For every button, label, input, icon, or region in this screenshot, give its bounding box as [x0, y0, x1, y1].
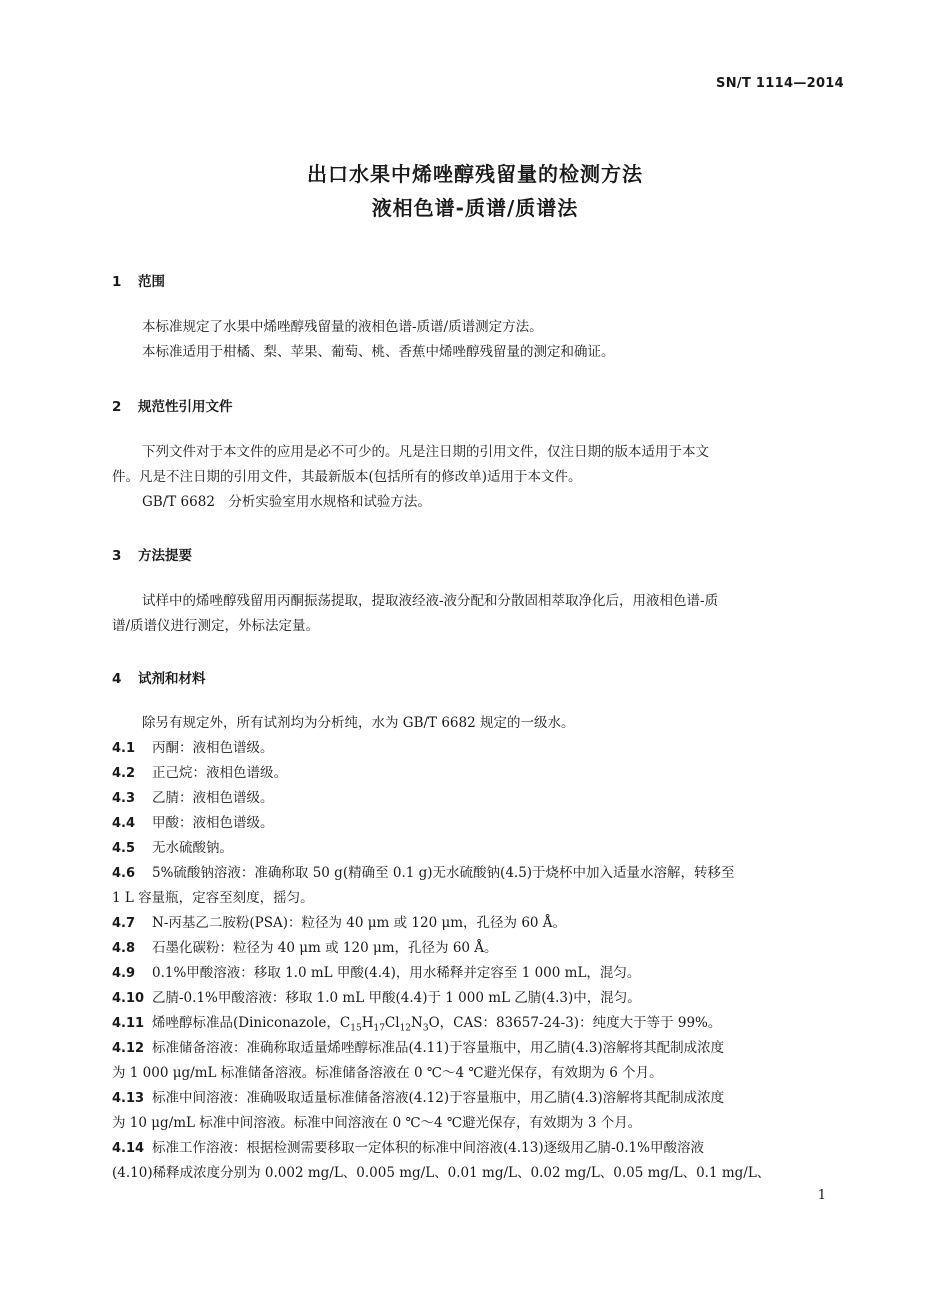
item-text: 正己烷：液相色谱级。 [152, 765, 287, 781]
section-title: 试剂和材料 [138, 671, 206, 687]
item-4-9 [112, 961, 844, 986]
item-number: 4.11 [112, 1016, 145, 1031]
reagents-intro: 除另有规定外，所有试剂均为分析纯，水为 GB/T 6682 规定的一级水。 [142, 715, 575, 731]
section-title: 方法提要 [138, 548, 192, 564]
page-number: 1 [817, 1188, 826, 1203]
subscript: 17 [373, 1023, 385, 1034]
subscript: 15 [350, 1023, 362, 1034]
item-text: 乙腈：液相色谱级。 [152, 790, 274, 806]
item-4-3 [112, 786, 844, 811]
item-4-14 [112, 1136, 844, 1161]
item-number: 4.3 [112, 791, 136, 806]
item-4-8 [112, 936, 844, 961]
item-text: 无水硫酸钠。 [152, 840, 233, 856]
item-4-5 [112, 836, 844, 861]
section-number: 4 [112, 671, 122, 687]
item-number: 4.4 [112, 816, 136, 831]
item-number: 4.8 [112, 941, 136, 956]
item-text: 丙酮：液相色谱级。 [152, 740, 274, 756]
item-4-13 [112, 1086, 844, 1111]
item-4-14-continuation: (4.10)稀释成浓度分别为 0.002 mg/L、0.005 mg/L、0.01 mg/L、0.02 mg/L、0.05 mg/L、0.1 mg/L、 [112, 1165, 771, 1181]
section-3-heading [112, 544, 192, 564]
item-text-pre: 烯唑醇标准品(Diniconazole，C [152, 1015, 351, 1031]
item-4-7 [112, 911, 844, 936]
item-number: 4.1 [112, 741, 136, 756]
item-number: 4.5 [112, 841, 136, 856]
title-line-1: 出口水果中烯唑醇残留量的检测方法 [307, 162, 643, 186]
item-text: N-丙基乙二胺粉(PSA)：粒径为 40 μm 或 120 μm，孔径为 60 Å。 [152, 915, 567, 931]
item-text: 标准中间溶液：准确吸取适量标准储备溶液(4.12)于容量瓶中，用乙腈(4.3)溶解将其配制成浓度 [152, 1090, 725, 1106]
item-4-6-continuation: 1 L 容量瓶，定容至刻度，摇匀。 [112, 890, 314, 906]
item-4-12 [112, 1036, 844, 1061]
item-text: 甲酸：液相色谱级。 [152, 815, 274, 831]
item-number: 4.14 [112, 1141, 145, 1156]
item-text-post: O，CAS：83657-24-3)：纯度大于等于 99%。 [428, 1015, 722, 1031]
subscript: 3 [422, 1023, 429, 1034]
item-4-4 [112, 811, 844, 836]
item-number: 4.2 [112, 766, 136, 781]
item-4-6 [112, 861, 844, 886]
reference-gbt6682: GB/T 6682 分析实验室用水规格和试验方法。 [142, 494, 431, 510]
item-4-10 [112, 986, 844, 1011]
standard-code: SN/T 1114—2014 [716, 76, 844, 91]
references-paragraph-line-1: 下列文件对于本文件的应用是必不可少的。凡是注日期的引用文件，仅注日期的版本适用于本文 [142, 444, 709, 460]
formula-element: Cl [384, 1015, 400, 1031]
item-4-1 [112, 736, 844, 761]
item-number: 4.9 [112, 966, 136, 981]
section-number: 3 [112, 548, 122, 564]
item-number: 4.10 [112, 991, 145, 1006]
item-4-13-continuation: 为 10 μg/mL 标准中间溶液。标准中间溶液在 0 ℃～4 ℃避光保存，有效期为 3 个月。 [112, 1115, 642, 1131]
item-text: 乙腈-0.1%甲酸溶液：移取 1.0 mL 甲酸(4.4)于 1 000 mL 乙腈(4.3)中，混匀。 [152, 990, 641, 1006]
item-number: 4.6 [112, 866, 136, 881]
item-4-12-continuation: 为 1 000 μg/mL 标准储备溶液。标准储备溶液在 0 ℃～4 ℃避光保存，有效期为 6 个月。 [112, 1065, 663, 1081]
section-title: 规范性引用文件 [138, 399, 233, 415]
references-paragraph-line-2: 件。凡是不注日期的引用文件，其最新版本(包括所有的修改单)适用于本文件。 [112, 469, 582, 485]
method-summary-line-1: 试样中的烯唑醇残留用丙酮振荡提取，提取液经液-液分配和分散固相萃取净化后，用液相色谱-质 [142, 593, 719, 609]
item-text: 石墨化碳粉：粒径为 40 μm 或 120 μm，孔径为 60 Å。 [152, 940, 498, 956]
title-line-2: 液相色谱-质谱/质谱法 [371, 196, 579, 220]
section-number: 1 [112, 274, 122, 290]
scope-paragraph-1: 本标准规定了水果中烯唑醇残留量的液相色谱-质谱/质谱测定方法。 [142, 319, 543, 335]
subscript: 12 [399, 1023, 412, 1034]
item-number: 4.12 [112, 1041, 145, 1056]
section-number: 2 [112, 399, 122, 415]
section-1-heading [112, 270, 165, 290]
section-title: 范围 [138, 274, 165, 290]
item-text: 5%硫酸钠溶液：准确称取 50 g(精确至 0.1 g)无水硫酸钠(4.5)于烧杯中加入适量水溶解，转移至 [152, 865, 735, 881]
item-text: 0.1%甲酸溶液：移取 1.0 mL 甲酸(4.4)，用水稀释并定容至 1 000 mL，混匀。 [152, 965, 641, 981]
item-number: 4.7 [112, 916, 136, 931]
item-text: 标准储备溶液：准确称取适量烯唑醇标准品(4.11)于容量瓶中，用乙腈(4.3)溶解将其配制成浓度 [152, 1040, 725, 1056]
formula-element: N [411, 1015, 423, 1031]
section-2-heading [112, 395, 233, 415]
scope-paragraph-2: 本标准适用于柑橘、梨、苹果、葡萄、桃、香蕉中烯唑醇残留量的测定和确证。 [142, 344, 615, 360]
section-4-heading [112, 667, 206, 687]
method-summary-line-2: 谱/质谱仪进行测定，外标法定量。 [112, 618, 320, 634]
item-text: 标准工作溶液：根据检测需要移取一定体积的标准中间溶液(4.13)逐级用乙腈-0.1%甲酸溶液 [152, 1140, 704, 1156]
item-number: 4.13 [112, 1091, 145, 1106]
item-4-2 [112, 761, 844, 786]
formula-element: H [361, 1015, 374, 1031]
